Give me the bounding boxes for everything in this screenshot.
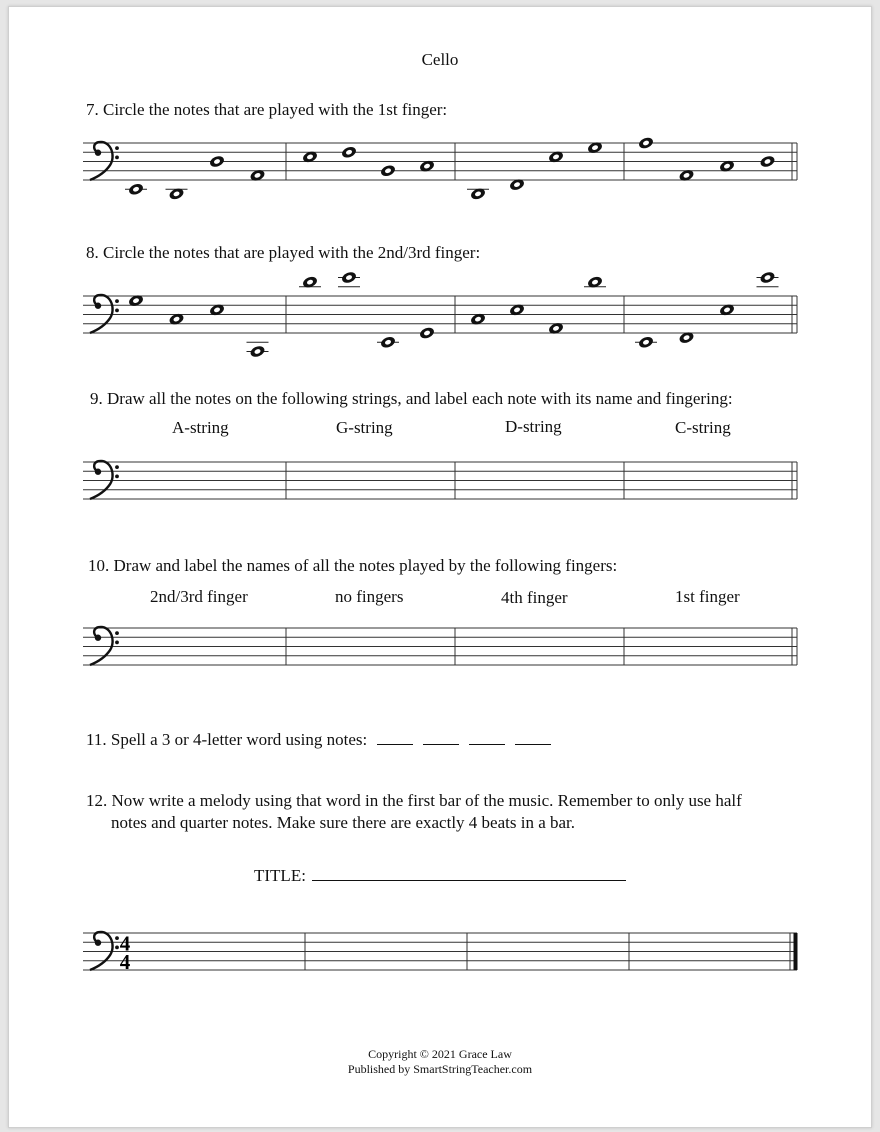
melody-title (254, 866, 626, 886)
q10-label-1st: 1st finger (675, 587, 740, 606)
question-8-text: 8. Circle the notes that are played with the 2nd/3rd finger: (86, 243, 481, 262)
question-7-text: 7. Circle the notes that are played with the 1st finger: (86, 100, 448, 119)
question-12-line-2: notes and quarter notes. Make sure there are exactly 4 beats in a bar. (111, 813, 576, 832)
q10-label-2nd-3rd: 2nd/3rd finger (150, 587, 248, 606)
q9-label-a-string: A-string (172, 418, 229, 437)
q9-label-g-string: G-string (336, 418, 393, 437)
q10-label-4th: 4th finger (501, 588, 568, 607)
question-11 (86, 730, 551, 750)
question-10-text: 10. Draw and label the names of all the notes played by the following fingers: (88, 556, 618, 575)
question-11-text: 11. Spell a 3 or 4-letter word using notes: (86, 730, 368, 749)
publisher-text: Published by SmartStringTeacher.com (347, 1062, 533, 1076)
answer-blank-2[interactable] (423, 730, 459, 745)
q10-label-no-fingers: no fingers (335, 587, 404, 606)
q9-label-c-string: C-string (675, 418, 731, 437)
answer-blank-3[interactable] (469, 730, 505, 745)
answer-blank-1[interactable] (377, 730, 413, 745)
question-12-line-1: 12. Now write a melody using that word in the first bar of the music. Remember to only use half (86, 791, 742, 810)
time-signature-top: 4 (119, 931, 131, 956)
title-blank[interactable] (312, 866, 626, 881)
title-label: TITLE: (254, 866, 306, 885)
time-signature-bottom: 4 (119, 950, 131, 974)
copyright-text: Copyright © 2021 Grace Law (368, 1047, 512, 1061)
page-title: Cello (421, 50, 459, 69)
question-9-text: 9. Draw all the notes on the following strings, and label each note with its name and fingering: (90, 389, 733, 408)
q9-label-d-string: D-string (505, 417, 562, 436)
answer-blank-4[interactable] (515, 730, 551, 745)
